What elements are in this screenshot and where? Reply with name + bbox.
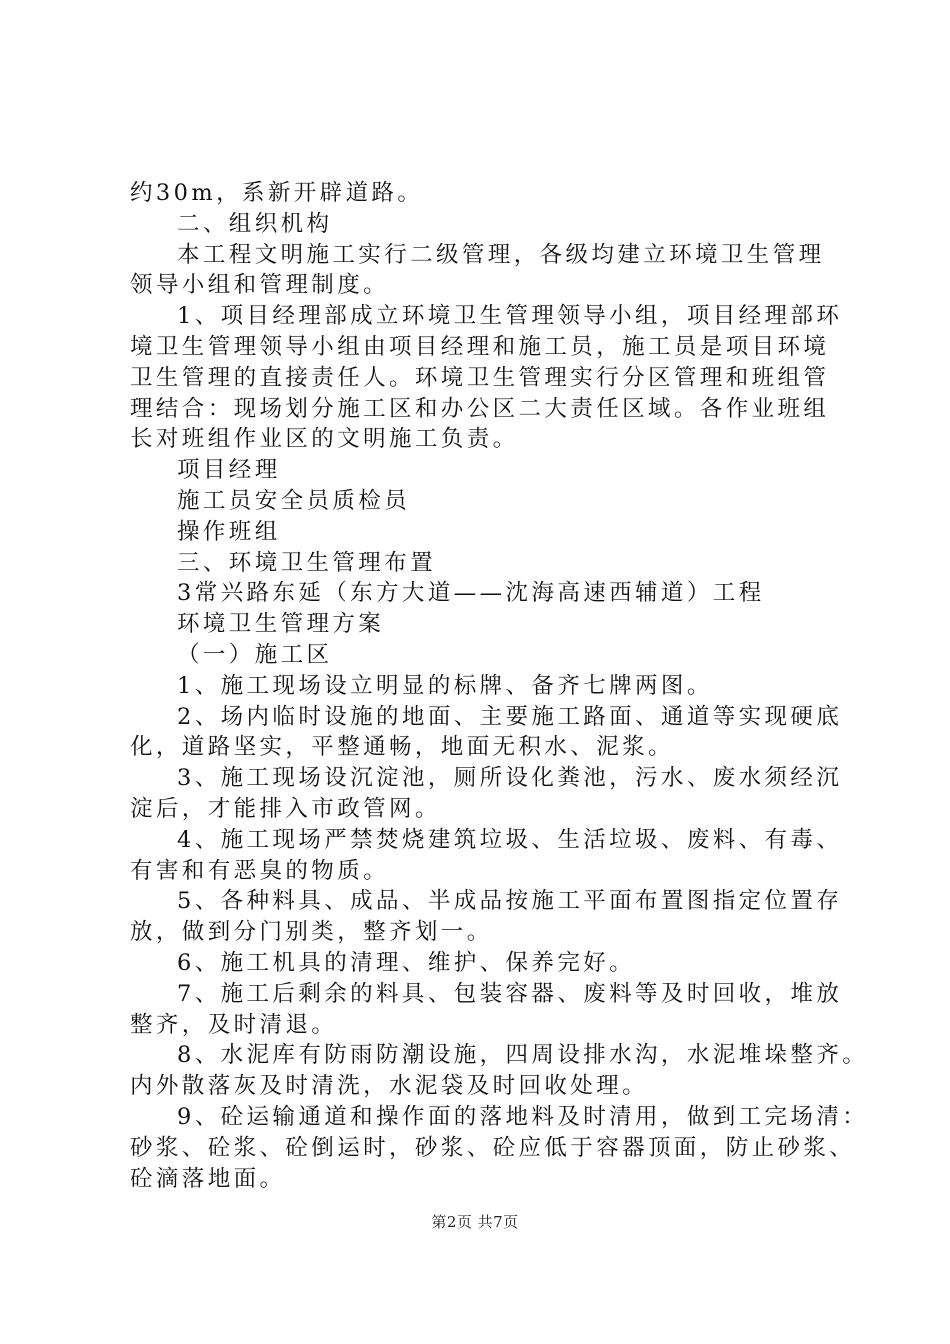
text-line: 砂浆、砼浆、砼倒运时，砂浆、砼应低于容器顶面，防止砂浆、 bbox=[130, 1134, 856, 1161]
text-line: 长对班组作业区的文明施工负责。 bbox=[130, 426, 519, 453]
text-line: 1、施工现场设立明显的标牌、备齐七牌两图。 bbox=[177, 672, 713, 699]
text-line: 内外散落灰及时清洗，水泥袋及时回收处理。 bbox=[130, 1073, 649, 1100]
text-line: 6、施工机具的清理、维护、保养完好。 bbox=[177, 949, 636, 976]
text-line: 8、水泥库有防雨防潮设施，四周设排水沟，水泥堆垛整齐。 bbox=[177, 1042, 869, 1069]
text-line: （一）施工区 bbox=[177, 641, 333, 668]
text-line: 5、各种料具、成品、半成品按施工平面布置图指定位置存 bbox=[177, 888, 843, 915]
page-footer: 第2页 共7页 bbox=[431, 1213, 519, 1231]
text-line: 3常兴路东延（东方大道——沈海高速西辅道）工程 bbox=[177, 580, 765, 607]
text-line: 理结合：现场划分施工区和办公区二大责任区域。各作业班组 bbox=[130, 395, 830, 422]
text-line: 境卫生管理领导小组由项目经理和施工员，施工员是项目环境 bbox=[130, 333, 830, 360]
text-line: 4、施工现场严禁焚烧建筑垃圾、生活垃圾、废料、有毒、 bbox=[177, 826, 843, 853]
text-line: 卫生管理的直接责任人。环境卫生管理实行分区管理和班组管 bbox=[130, 364, 830, 391]
text-line: 二、组织机构 bbox=[177, 210, 333, 237]
text-line: 本工程文明施工实行二级管理，各级均建立环境卫生管理 bbox=[177, 241, 825, 268]
text-line: 环境卫生管理方案 bbox=[177, 611, 385, 638]
text-line: 7、施工后剩余的料具、包装容器、废料等及时回收，堆放 bbox=[177, 980, 843, 1007]
text-line: 3、施工现场设沉淀池，厕所设化粪池，污水、废水须经沉 bbox=[177, 765, 843, 792]
text-line: 约30m，系新开辟道路。 bbox=[130, 180, 424, 206]
text-line: 砼滴落地面。 bbox=[130, 1165, 286, 1192]
document-body bbox=[130, 178, 869, 1194]
text-line: 施工员安全员质检员 bbox=[177, 487, 411, 514]
text-line: 2、场内临时设施的地面、主要施工路面、通道等实现硬底 bbox=[177, 703, 843, 730]
text-line: 领导小组和管理制度。 bbox=[130, 272, 390, 299]
text-line: 项目经理 bbox=[177, 457, 281, 484]
text-line: 整齐，及时清退。 bbox=[130, 1011, 338, 1038]
text-line: 有害和有恶臭的物质。 bbox=[130, 857, 390, 884]
text-line: 操作班组 bbox=[177, 518, 281, 545]
text-line: 9、砼运输通道和操作面的落地料及时清用，做到工完场清： bbox=[177, 1103, 869, 1130]
text-line: 三、环境卫生管理布置 bbox=[177, 549, 437, 576]
text-line: 1、项目经理部成立环境卫生管理领导小组，项目经理部环 bbox=[177, 303, 843, 330]
text-line: 放，做到分门别类，整齐划一。 bbox=[130, 919, 493, 946]
text-line: 化，道路坚实，平整通畅，地面无积水、泥浆。 bbox=[130, 734, 674, 761]
text-line: 淀后，才能排入市政管网。 bbox=[130, 795, 441, 822]
